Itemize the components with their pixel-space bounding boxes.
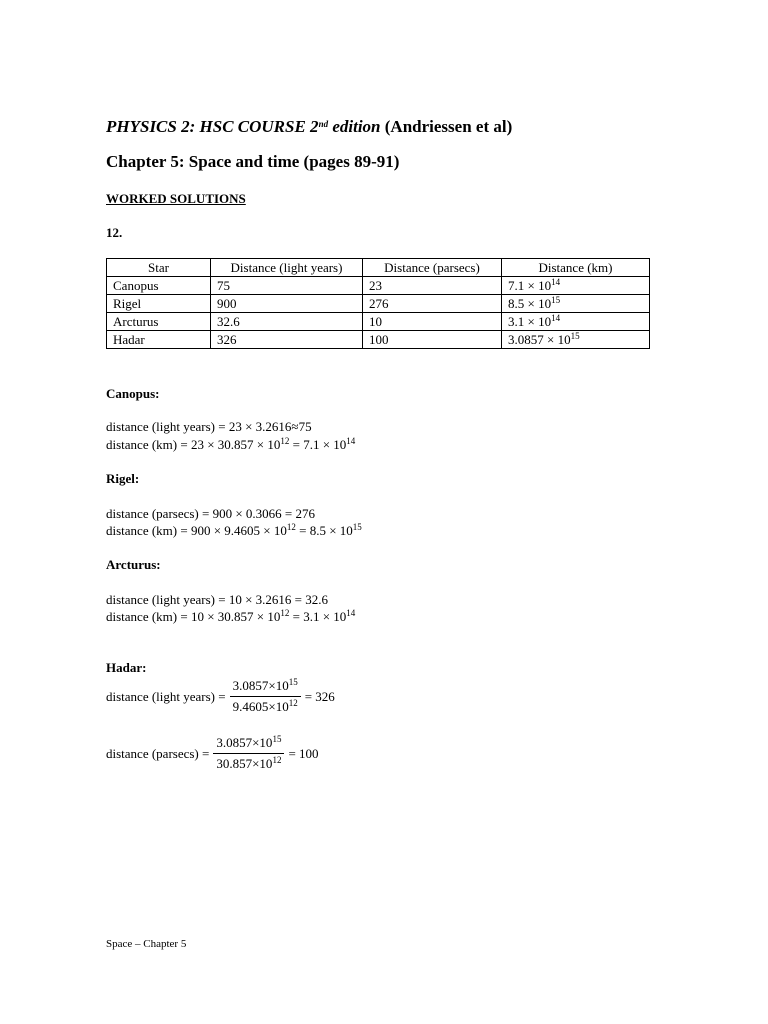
table-cell-parsecs: 23 (363, 277, 502, 295)
numerator-base: 3.0857×10 (232, 678, 289, 693)
km-exponent: 15 (570, 331, 580, 341)
numerator-base: 3.0857×10 (216, 735, 273, 750)
table-cell-km (502, 277, 650, 295)
equation-text: distance (km) = 10 × 30.857 × 10 (106, 609, 281, 624)
table-cell-light-years: 32.6 (211, 313, 363, 331)
page-footer: Space – Chapter 5 (106, 938, 187, 950)
table-row (107, 277, 650, 295)
table-cell-star: Canopus (107, 277, 211, 295)
table-cell-light-years: 75 (211, 277, 363, 295)
table-row (107, 313, 650, 331)
title-edition: edition (328, 117, 381, 136)
equation-result: = 100 (288, 745, 319, 761)
km-base: 3.1 × 10 (508, 314, 552, 329)
table-row (107, 331, 650, 349)
table-header-cell: Distance (light years) (211, 259, 363, 277)
km-exponent: 15 (551, 295, 561, 305)
table-cell-parsecs: 100 (363, 331, 502, 349)
table-header-cell: Distance (parsecs) (363, 259, 502, 277)
rigel-heading: Rigel: (106, 471, 140, 486)
equation-text: = 8.5 × 10 (295, 523, 353, 538)
star-distance-table (106, 258, 650, 349)
table-cell-light-years: 900 (211, 295, 363, 313)
canopus-light-years-line: distance (light years) = 23 × 3.2616≈75 (106, 419, 312, 434)
fraction-numerator (230, 678, 301, 697)
chapter-heading: Chapter 5: Space and time (pages 89-91) (106, 152, 400, 171)
hadar-heading: Hadar: (106, 660, 147, 675)
exponent: 12 (288, 698, 298, 708)
km-base: 7.1 × 10 (508, 278, 552, 293)
exponent: 15 (288, 677, 298, 687)
table-cell-parsecs: 276 (363, 295, 502, 313)
equation-result: = 326 (304, 688, 335, 704)
km-exponent: 14 (551, 313, 561, 323)
km-exponent: 14 (551, 277, 561, 287)
km-base: 8.5 × 10 (508, 296, 552, 311)
km-base: 3.0857 × 10 (508, 332, 571, 347)
fraction (213, 735, 284, 772)
table-cell-star: Rigel (107, 295, 211, 313)
equation-text: = 3.1 × 10 (289, 609, 347, 624)
exponent: 15 (352, 522, 362, 532)
worked-solutions-heading: WORKED SOLUTIONS (106, 191, 246, 206)
equation-text: distance (km) = 23 × 30.857 × 10 (106, 437, 281, 452)
table-cell-km (502, 331, 650, 349)
document-title (106, 117, 512, 137)
exponent: 14 (346, 608, 356, 618)
rigel-km-line (106, 523, 362, 539)
exponent: 12 (280, 436, 290, 446)
table-cell-light-years: 326 (211, 331, 363, 349)
title-superscript: nd (318, 119, 329, 129)
exponent: 12 (286, 522, 296, 532)
fraction (230, 678, 301, 715)
table-header-row (107, 259, 650, 277)
hadar-light-years-equation (106, 678, 335, 715)
denominator-base: 30.857×10 (216, 756, 273, 771)
equation-label: distance (parsecs) = (106, 745, 210, 761)
table-cell-star: Hadar (107, 331, 211, 349)
arcturus-heading: Arcturus: (106, 557, 161, 572)
fraction-numerator (213, 735, 284, 754)
canopus-km-line (106, 437, 355, 453)
table-cell-km (502, 313, 650, 331)
denominator-base: 9.4605×10 (232, 699, 289, 714)
table-cell-parsecs: 10 (363, 313, 502, 331)
exponent: 12 (272, 755, 282, 765)
equation-label: distance (light years) = (106, 688, 226, 704)
equation-text: = 7.1 × 10 (289, 437, 347, 452)
canopus-heading: Canopus: (106, 386, 160, 401)
equation-text: distance (km) = 900 × 9.4605 × 10 (106, 523, 287, 538)
table-cell-star: Arcturus (107, 313, 211, 331)
table-header-cell: Distance (km) (502, 259, 650, 277)
table-row (107, 295, 650, 313)
fraction-denominator (213, 754, 284, 772)
table-header-cell: Star (107, 259, 211, 277)
title-course: PHYSICS 2: HSC COURSE 2 (106, 117, 319, 136)
arcturus-light-years-line: distance (light years) = 10 × 3.2616 = 32.6 (106, 592, 329, 607)
exponent: 12 (280, 608, 290, 618)
title-authors: (Andriessen et al) (380, 117, 513, 136)
exponent: 14 (346, 436, 356, 446)
hadar-parsecs-equation (106, 735, 319, 772)
fraction-denominator (230, 697, 301, 715)
exponent: 15 (272, 734, 282, 744)
table-cell-km (502, 295, 650, 313)
rigel-parsecs-line: distance (parsecs) = 900 × 0.3066 = 276 (106, 506, 316, 521)
question-number: 12. (106, 225, 123, 240)
arcturus-km-line (106, 609, 355, 625)
